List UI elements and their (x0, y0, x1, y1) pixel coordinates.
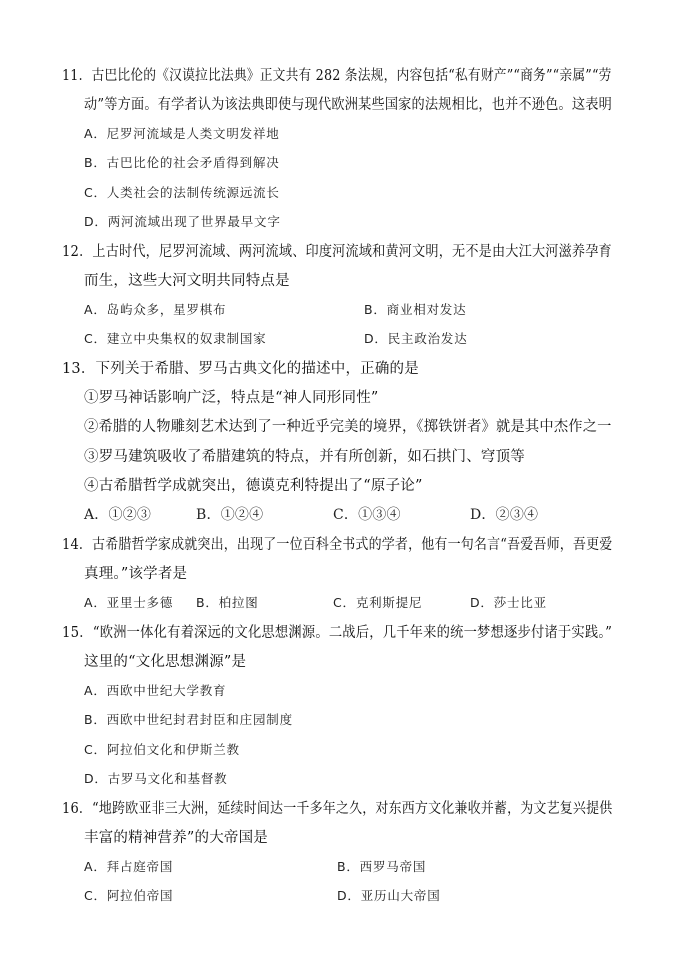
option-c: C．人类社会的法制传统源远流长 (84, 185, 280, 200)
statement-4: ④古希腊哲学成就突出，德谟克利特提出了“原子论” (84, 478, 423, 494)
option-d: D．两河流域出现了世界最早文字 (84, 214, 281, 229)
question-text-line: 11．古巴比伦的《汉谟拉比法典》正文共有 282 条法规，内容包括“私有财产”“商务”“亲属”“劳 (62, 68, 612, 84)
option-d: D．莎士比亚 (470, 595, 547, 610)
statement-3: ③罗马建筑吸收了希腊建筑的特点，并有所创新，如石拱门、穹顶等 (84, 449, 525, 465)
question-text-line: 这里的“文化思想渊源”是 (84, 654, 247, 670)
question-text-line: 动”等方面。有学者认为该法典即使与现代欧洲某些国家的法规相比，也并不逊色。这表明 (84, 97, 612, 113)
option-b: B．古巴比伦的社会矛盾得到解决 (84, 155, 280, 170)
option-b: B．柏拉图 (196, 595, 259, 610)
option-a: A．拜占庭帝国 (84, 859, 174, 874)
option-a: A．①②③ (84, 507, 152, 523)
question-text-line: 15．“欧洲一体化有着深远的文化思想渊源。二战后，几千年来的统一梦想逐步付诸于实践。” (62, 625, 613, 641)
question-text-line: 13．下列关于希腊、罗马古典文化的描述中，正确的是 (62, 361, 419, 377)
question-text-line: 16．“地跨欧亚非三大洲，延续时间达一千多年之久，对东西方文化兼收并蓄，为文艺复兴提供 (62, 801, 613, 817)
option-c: C．克利斯提尼 (333, 595, 423, 610)
option-d: D．古罗马文化和基督教 (84, 771, 228, 786)
option-d: D．②③④ (470, 507, 539, 523)
question-text-line: 14．古希腊哲学家成就突出，出现了一位百科全书式的学者，他有一句名言“吾爱吾师，吾更爱 (62, 537, 613, 553)
question-text-line: 而生，这些大河文明共同特点是 (84, 273, 290, 289)
option-a: A．亚里士多德 (84, 595, 174, 610)
option-d: D．民主政治发达 (364, 331, 468, 346)
statement-2: ②希腊的人物雕刻艺术达到了一种近乎完美的境界，《掷铁饼者》就是其中杰作之一 (84, 419, 612, 435)
statement-1: ①罗马神话影响广泛，特点是“神人同形同性” (84, 390, 379, 406)
option-b: B．①②④ (196, 507, 264, 523)
option-a: A．岛屿众多，星罗棋布 (84, 302, 227, 317)
option-a: A．西欧中世纪大学教育 (84, 683, 227, 698)
option-c: C．阿拉伯帝国 (84, 888, 174, 903)
option-c: C．阿拉伯文化和伊斯兰教 (84, 742, 240, 757)
question-text-line: 真理。”该学者是 (84, 566, 188, 582)
option-b: B．商业相对发达 (364, 302, 467, 317)
option-b: B．西欧中世纪封君封臣和庄园制度 (84, 712, 293, 727)
option-c: C．①③④ (333, 507, 401, 523)
question-text-line: 12．上古时代，尼罗河流域、两河流域、印度河流域和黄河文明，无不是由大江大河滋养孕育 (62, 244, 612, 260)
question-text-line: 丰富的精神营养”的大帝国是 (84, 830, 269, 846)
option-c: C．建立中央集权的奴隶制国家 (84, 331, 267, 346)
option-a: A．尼罗河流域是人类文明发祥地 (84, 126, 280, 141)
option-b: B．西罗马帝国 (337, 859, 427, 874)
option-d: D．亚历山大帝国 (337, 888, 441, 903)
